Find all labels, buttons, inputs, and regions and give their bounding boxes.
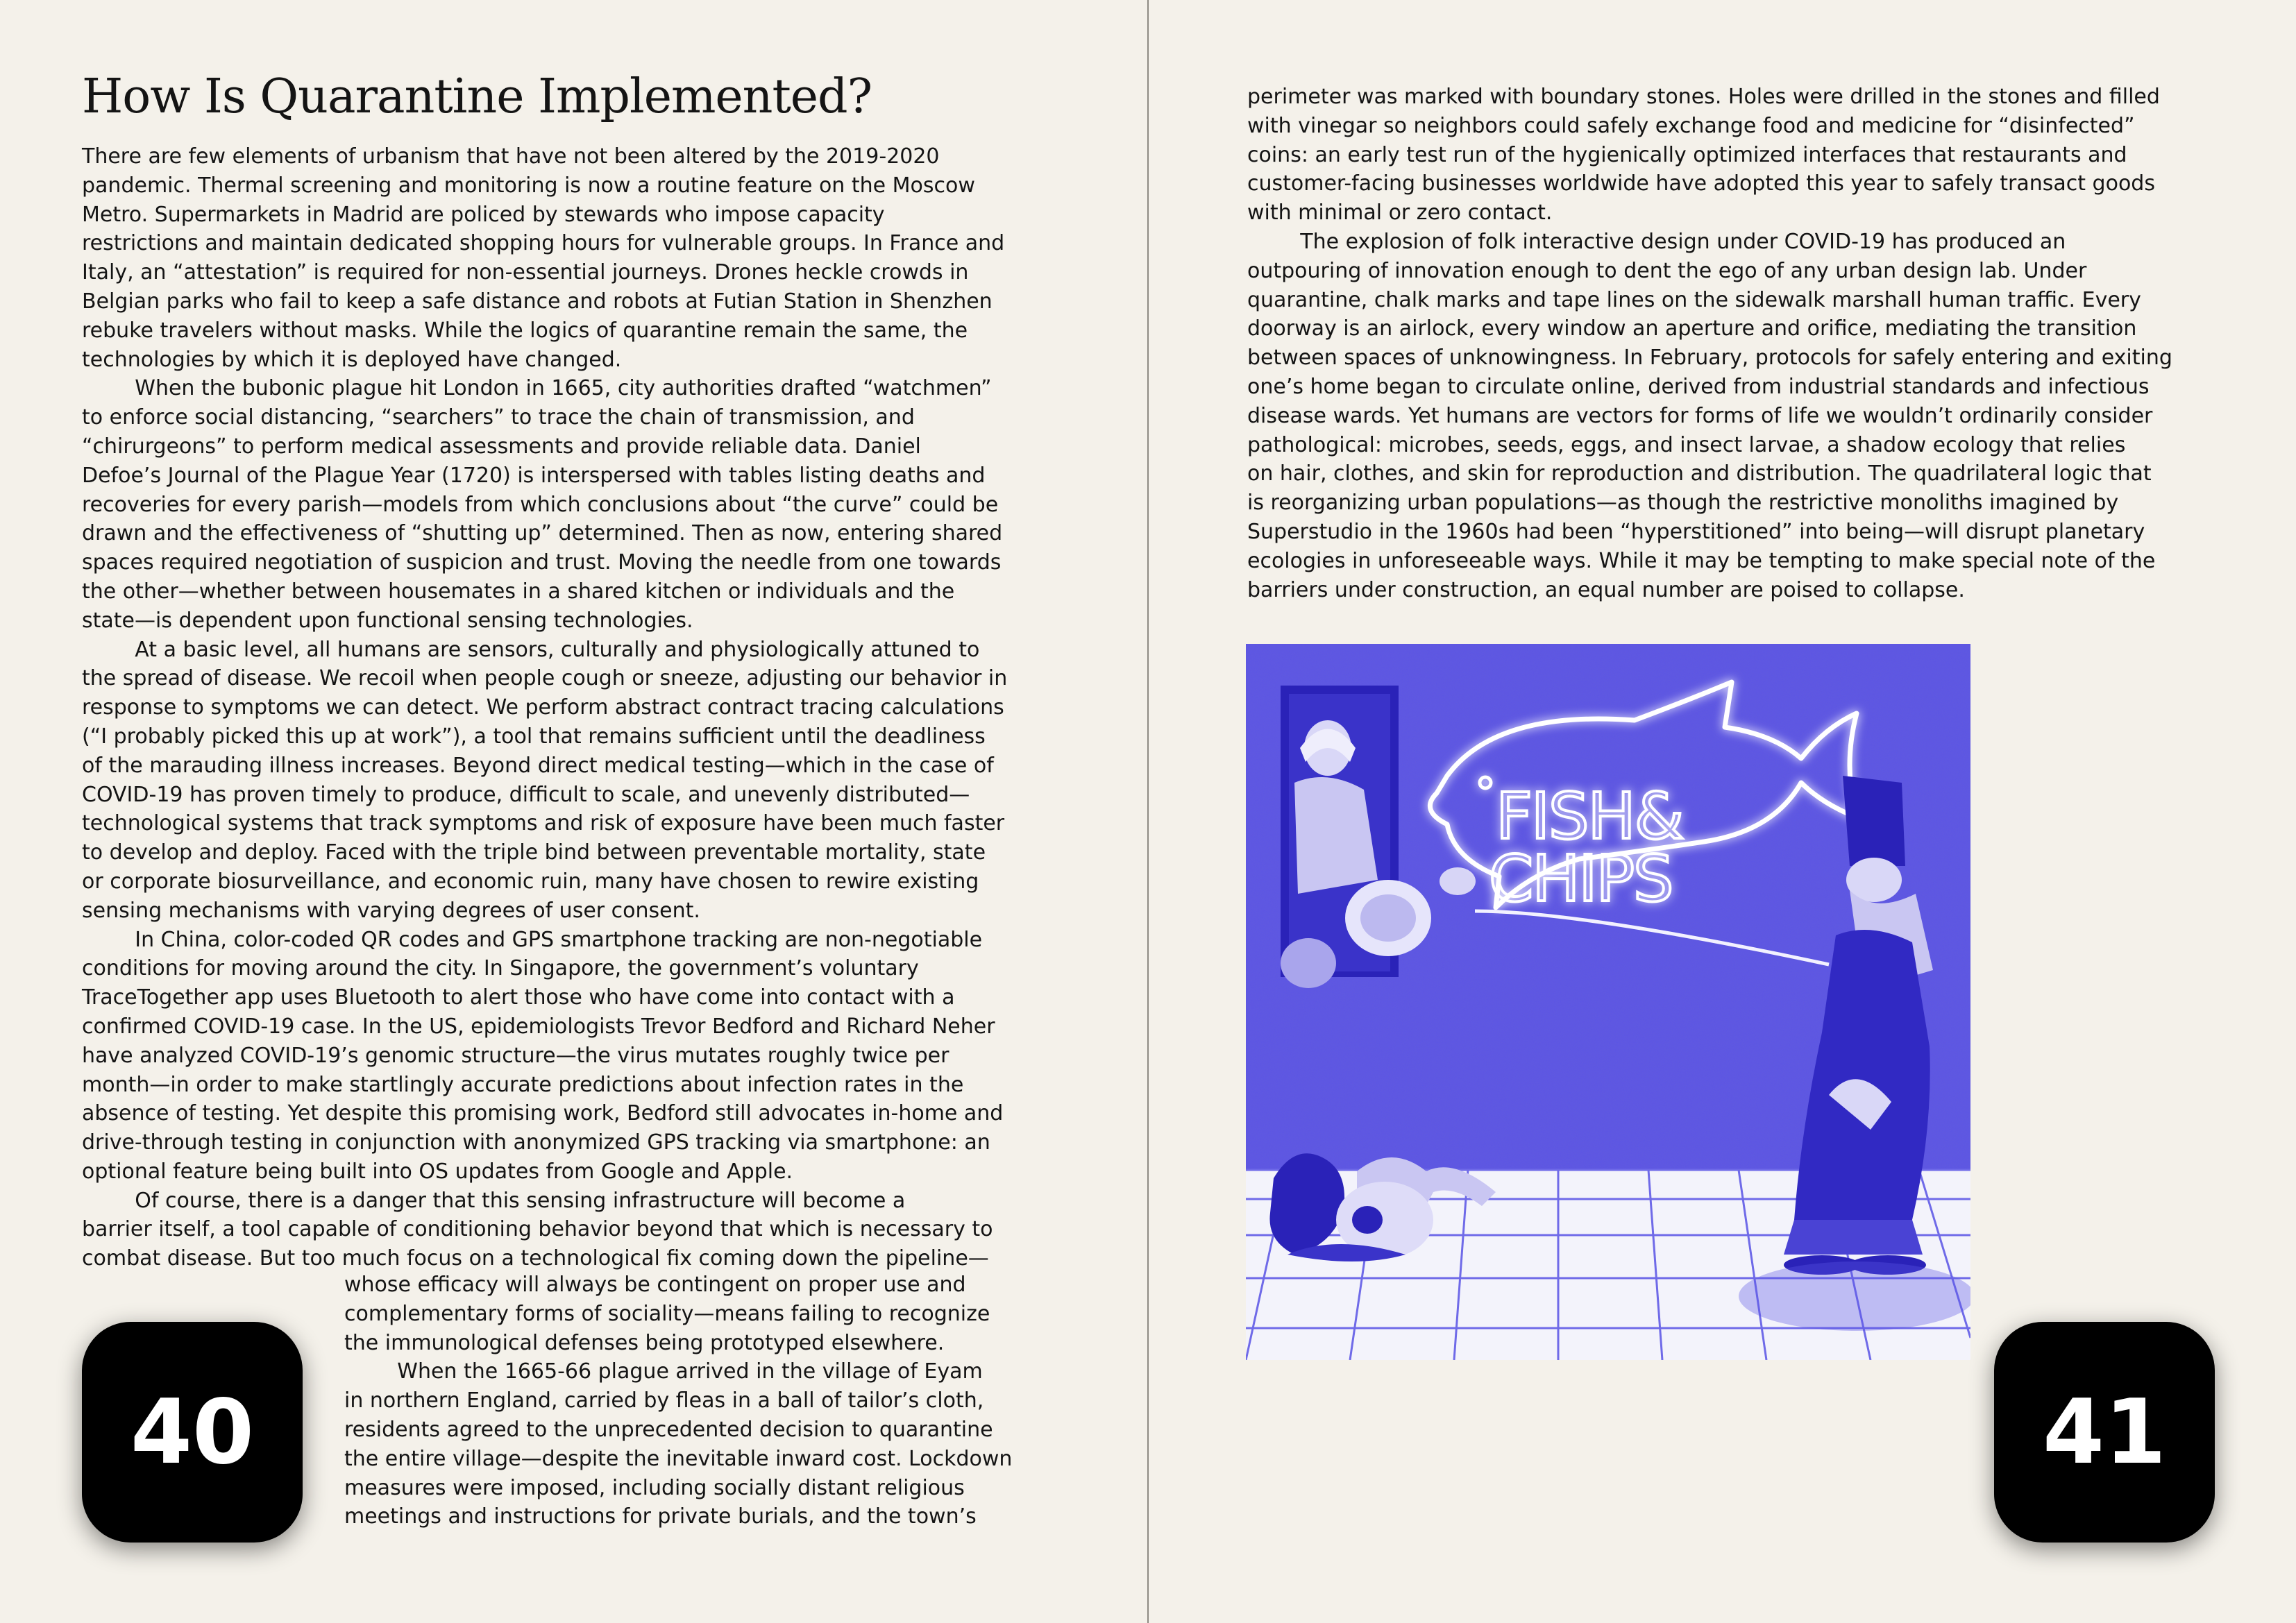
fish-and-chips-illustration — [1246, 644, 1970, 1360]
floor-shadow — [1739, 1261, 1970, 1331]
page-number-left: 40 — [130, 1380, 255, 1484]
left-body-text: There are few elements of urbanism that have not been altered by the 2019-2020 pandemic. Thermal screening and monitoring is now a routine feature on the Moscow Metro. Supermarkets in Madrid are policed by stewards who impose capacity restrictions and maintain dedicated shopping hours for vulnerable groups. In France and Italy, an “attestation” is required for non-essential journeys. Drones heckle crowds in Belgian parks who fail to keep a safe distance and robots at Futian Station in Shenzhen rebuke travelers without masks. While the logics of quarantine remain the same, the technologies by which it is deployed have changed. When the bubonic plague hit London in 1665, city authorities drafted “watchmen” to enforce social distancing, “searchers” to trace the chain of transmission, and “chirurgeons” to perform medical assessments and provide reliable data. Daniel Defoe’s Journal of the Plague Year (1720) is interspersed with tables listing deaths and recoveries for every parish—models from which conclusions about “the curve” could be drawn and the effectiveness of “shutting up” determined. Then as now, entering shared spaces required negotiation of suspicion and trust. Moving the needle from one towards the other—whether between housemates in a shared kitchen or individuals and the state—is dependent upon functional sensing technologies. At a basic level, all humans are sensors, culturally and physiologically attuned to the spread of disease. We recoil when people cough or sneeze, adjusting our behavior in response to symptoms we can detect. We perform abstract contract tracing calculations (“I probably picked this up at work”), a tool that remains sufficient until the deadliness of the marauding illness increases. Beyond direct medical testing—which in the case of COVID-19 has proven timely to produce, difficult to scale, and unevenly distributed— technological systems that track symptoms and risk of exposure have been much faster to develop and deploy. Faced with the triple bind between preventable mortality, state or corporate biosurveillance, and economic ruin, many have chosen to rewire existing sensing mechanisms with varying degrees of user consent. In China, color-coded QR codes and GPS smartphone tracking are non-negotiable conditions for moving around the city. In Singapore, the government’s voluntary TraceTogether app uses Bluetooth to alert those who have come into contact with a confirmed COVID-19 case. In the US, epidemiologists Trevor Bedford and Richard Neher have analyzed COVID-19’s genomic structure—the virus mutates roughly twice per month—in order to make startlingly accurate predictions about infection rates in the absence of testing. Yet despite this promising work, Bedford still advocates in-home and drive-through testing in conjunction with anonymized GPS tracking via smartphone: an optional feature being built into OS updates from Google and Apple. Of course, there is a danger that this sensing infrastructure will become a barrier itself, a tool capable of conditioning behavior beyond that which is necessary to combat disease. But too much focus on a technological fix coming down the pipeline— — [82, 144, 1008, 1271]
right-body-text: perimeter was marked with boundary stones. Holes were drilled in the stones and filled with vinegar so neighbors could safely exchange food and medicine for “disinfected” coins: an early test run of the hygienically optimized interfaces that restaurants and customer-facing businesses worldwide have adopted this year to safely transact goods with minimal or zero contact. The explosion of folk interactive design under COVID-19 has produced an outpouring of innovation enough to dent the ego of any urban design lab. Under quarantine, chalk marks and tape lines on the sidewalk marshall human traffic. Every doorway is an airlock, every window an aperture and orifice, mediating the transition between spaces of unknowingness. In February, protocols for safely entering and exiting one’s home began to circulate online, derived from industrial standards and infectious disease wards. Yet humans are vectors for forms of life we wouldn’t ordinarily consider pathological: microbes, seeds, eggs, and insect larvae, a shadow ecology that relies on hair, clothes, and skin for reproduction and distribution. The quadrilateral logic that is reorganizing urban populations—as though the restrictive monoliths imagined by Superstudio in the 1960s had been “hyperstitioned” into being—will disrupt planetary ecologies in unforeseeable ways. While it may be tempting to make special note of the barriers under construction, an equal number are poised to collapse. — [1247, 85, 2172, 602]
neon-text-line2: CHIPS — [1489, 842, 1673, 916]
page-number-badge-left — [82, 1322, 303, 1543]
page-title: How Is Quarantine Implemented? — [82, 69, 872, 124]
page-number-badge-right — [1994, 1322, 2215, 1543]
neon-text-line1: FISH& — [1496, 779, 1683, 853]
right-page — [1149, 0, 2296, 1623]
left-page — [0, 0, 1147, 1623]
left-indented-text: whose efficacy will always be contingent on proper use and complementary forms of sociality—means failing to recognize the immunological defenses being prototyped elsewhere. When the 1665-66 plague arrived in the village of Eyam in northern England, carried by fleas in a ball of tailor’s cloth, residents agreed to the unprecedented decision to quarantine the entire village—despite the inevitable inward cost. Lockdown measures were imposed, including socially distant religious meetings and instructions for private burials, and the town’s — [344, 1273, 1013, 1529]
page-number-right: 41 — [2042, 1380, 2167, 1484]
illustration-svg — [1246, 644, 1970, 1360]
